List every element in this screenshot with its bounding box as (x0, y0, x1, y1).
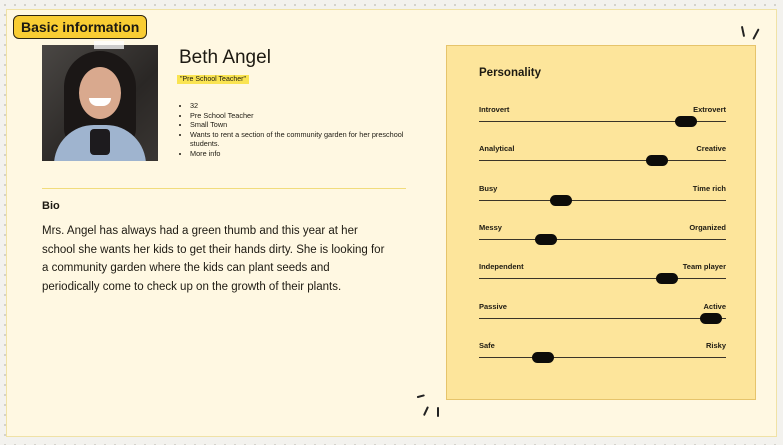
trait-left-label: Messy (479, 222, 502, 232)
trait-knob[interactable] (532, 352, 554, 363)
bio-title: Bio (42, 200, 60, 212)
trait-left-label: Safe (479, 340, 495, 350)
scribble-bottom (414, 392, 446, 420)
trait-right-label: Active (703, 301, 726, 311)
personality-title: Personality (479, 67, 541, 79)
tape-decoration (94, 41, 124, 49)
trait-right-label: Organized (689, 222, 726, 232)
trait-left-label: Independent (479, 262, 524, 272)
fact-more-info[interactable]: • More info (190, 149, 410, 159)
trait-track[interactable] (479, 239, 726, 240)
trait-slider[interactable] (479, 184, 726, 204)
trait-slider[interactable] (479, 144, 726, 164)
trait-slider[interactable] (479, 262, 726, 282)
trait-track[interactable] (479, 278, 726, 279)
section-badge: Basic information (13, 15, 147, 39)
divider (42, 188, 406, 189)
fact-age: • 32 (190, 101, 410, 111)
trait-right-label: Risky (705, 340, 726, 350)
trait-right-label: Team player (682, 262, 726, 272)
trait-left-label: Analytical (479, 144, 515, 154)
scribble-top-right (738, 22, 768, 48)
trait-right-label: Time rich (692, 183, 726, 193)
trait-knob[interactable] (646, 155, 668, 166)
trait-slider[interactable] (479, 105, 726, 125)
fact-location: • Small Town (190, 120, 410, 130)
persona-photo (42, 45, 158, 161)
trait-left-label: Busy (479, 183, 498, 193)
trait-track[interactable] (479, 318, 726, 319)
trait-slider[interactable] (479, 223, 726, 243)
trait-left-label: Introvert (479, 105, 510, 114)
trait-knob[interactable] (675, 116, 697, 127)
trait-track[interactable] (479, 357, 726, 358)
fact-goal: • Wants to rent a section of the community garden for her preschool students. (190, 130, 410, 149)
fact-occupation: • Pre School Teacher (190, 111, 410, 121)
trait-track[interactable] (479, 160, 726, 161)
trait-knob[interactable] (535, 234, 557, 245)
trait-track[interactable] (479, 200, 726, 201)
trait-right-label: Extrovert (693, 105, 726, 114)
trait-right-label: Creative (696, 144, 726, 154)
trait-knob[interactable] (656, 273, 678, 284)
role-tag: "Pre School Teacher" (177, 75, 249, 84)
trait-left-label: Passive (479, 301, 507, 311)
bio-text: Mrs. Angel has always had a green thumb and this year at her school she wants her kids to get their hands dirty. She is looking for a community garden where the kids can plant seeds and periodically come to check up on the growth of their plants. (42, 225, 385, 293)
trait-slider[interactable] (479, 302, 726, 322)
persona-name: Beth Angel (179, 47, 271, 68)
trait-knob[interactable] (550, 195, 572, 206)
trait-slider[interactable] (479, 341, 726, 361)
personality-panel (446, 45, 756, 400)
facts-list (181, 101, 410, 159)
trait-knob[interactable] (700, 313, 722, 324)
